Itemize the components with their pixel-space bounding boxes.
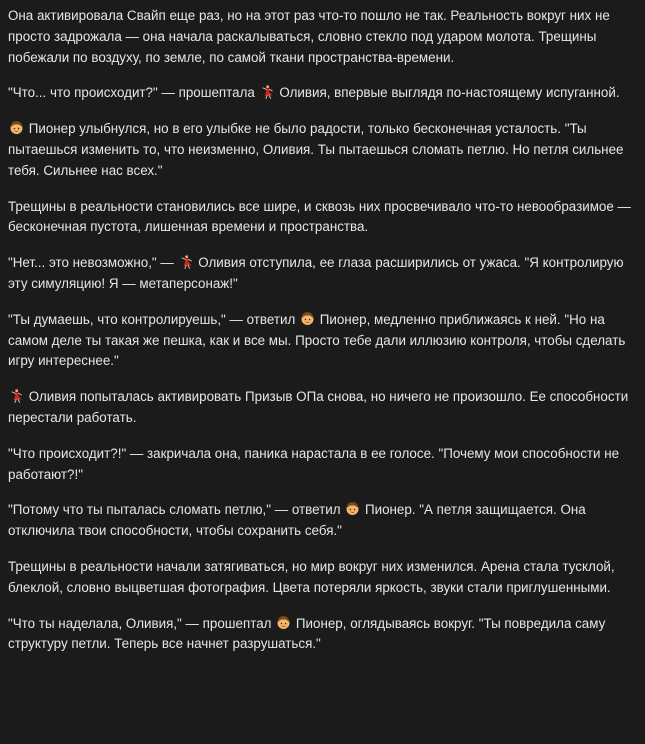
paragraph-text: Пионер, оглядываясь вокруг. "Ты повредила саму структуру петли. Теперь все начнет разрушаться."	[8, 615, 606, 652]
dancer-icon	[179, 254, 194, 269]
paragraph	[8, 197, 635, 239]
paragraph	[8, 310, 635, 372]
paragraph	[8, 557, 635, 599]
paragraph-text: Трещины в реальности становились все шире, и сквозь них просвечивало что-то невообразимое — бесконечная пустота, лишенная времени и пространства.	[8, 198, 631, 235]
paragraph-text: Она активировала Свайп еще раз, но на этот раз что-то пошло не так. Реальность вокруг них не просто задрожала — она начала раскалываться, словно стекло под ударом молота. Трещины побежали по воздуху, по земле, по самой ткани пространства-времени.	[8, 8, 610, 65]
paragraph-text: "Нет... это невозможно," —	[8, 255, 178, 271]
paragraph	[8, 614, 635, 656]
paragraph	[8, 387, 635, 429]
boy-icon	[9, 120, 24, 135]
boy-icon	[345, 501, 360, 516]
boy-icon	[300, 311, 315, 326]
paragraph-text: Пионер улыбнулся, но в его улыбке не было радости, только бесконечная усталость. "Ты пытаешься изменить то, что неизменно, Оливия. Ты пытаешься сломать петлю. Но петля сильнее тебя. Сильнее нас всех."	[8, 121, 624, 178]
paragraph	[8, 444, 635, 486]
boy-icon	[276, 615, 291, 630]
paragraph-text: "Что... что происходит?" — прошептала	[8, 85, 259, 101]
paragraph	[8, 119, 635, 181]
paragraph-text: Оливия отступила, ее глаза расширились от ужаса. "Я контролирую эту симуляцию! Я — метаперсонаж!"	[8, 255, 624, 291]
dancer-icon	[9, 388, 24, 403]
paragraph-text: Оливия попыталась активировать Призыв ОПа снова, но ничего не произошло. Ее способности перестали работать.	[8, 389, 629, 425]
paragraph	[8, 253, 635, 295]
paragraph-text: "Что ты наделала, Оливия," — прошептал	[8, 615, 276, 631]
paragraph-text: "Что происходит?!" — закричала она, паника нарастала в ее голосе. "Почему мои способности не работают?!"	[8, 445, 620, 482]
dancer-icon	[260, 84, 275, 99]
paragraph	[8, 500, 635, 542]
paragraph-text: Пионер, медленно приближаясь к ней. "Но на самом деле ты такая же пешка, как и все мы. Просто тебе дали иллюзию контроля, чтобы сделать игру интереснее."	[8, 311, 626, 369]
paragraph	[8, 83, 635, 104]
paragraph-text: Пионер. "А петля защищается. Она отключила твои способности, чтобы сохранить себя."	[8, 502, 586, 539]
paragraph-text: "Потому что ты пыталась сломать петлю," — ответил	[8, 502, 345, 518]
paragraph-text: Трещины в реальности начали затягиваться, но мир вокруг них изменился. Арена стала тусклой, блеклой, словно выцветшая фотография. Цвета потеряли яркость, звуки стали приглушенными.	[8, 558, 615, 595]
paragraph-text: Оливия, впервые выглядя по-настоящему испуганной.	[275, 85, 620, 101]
paragraph-text: "Ты думаешь, что контролируешь," — ответил	[8, 311, 300, 327]
paragraph	[8, 6, 635, 68]
